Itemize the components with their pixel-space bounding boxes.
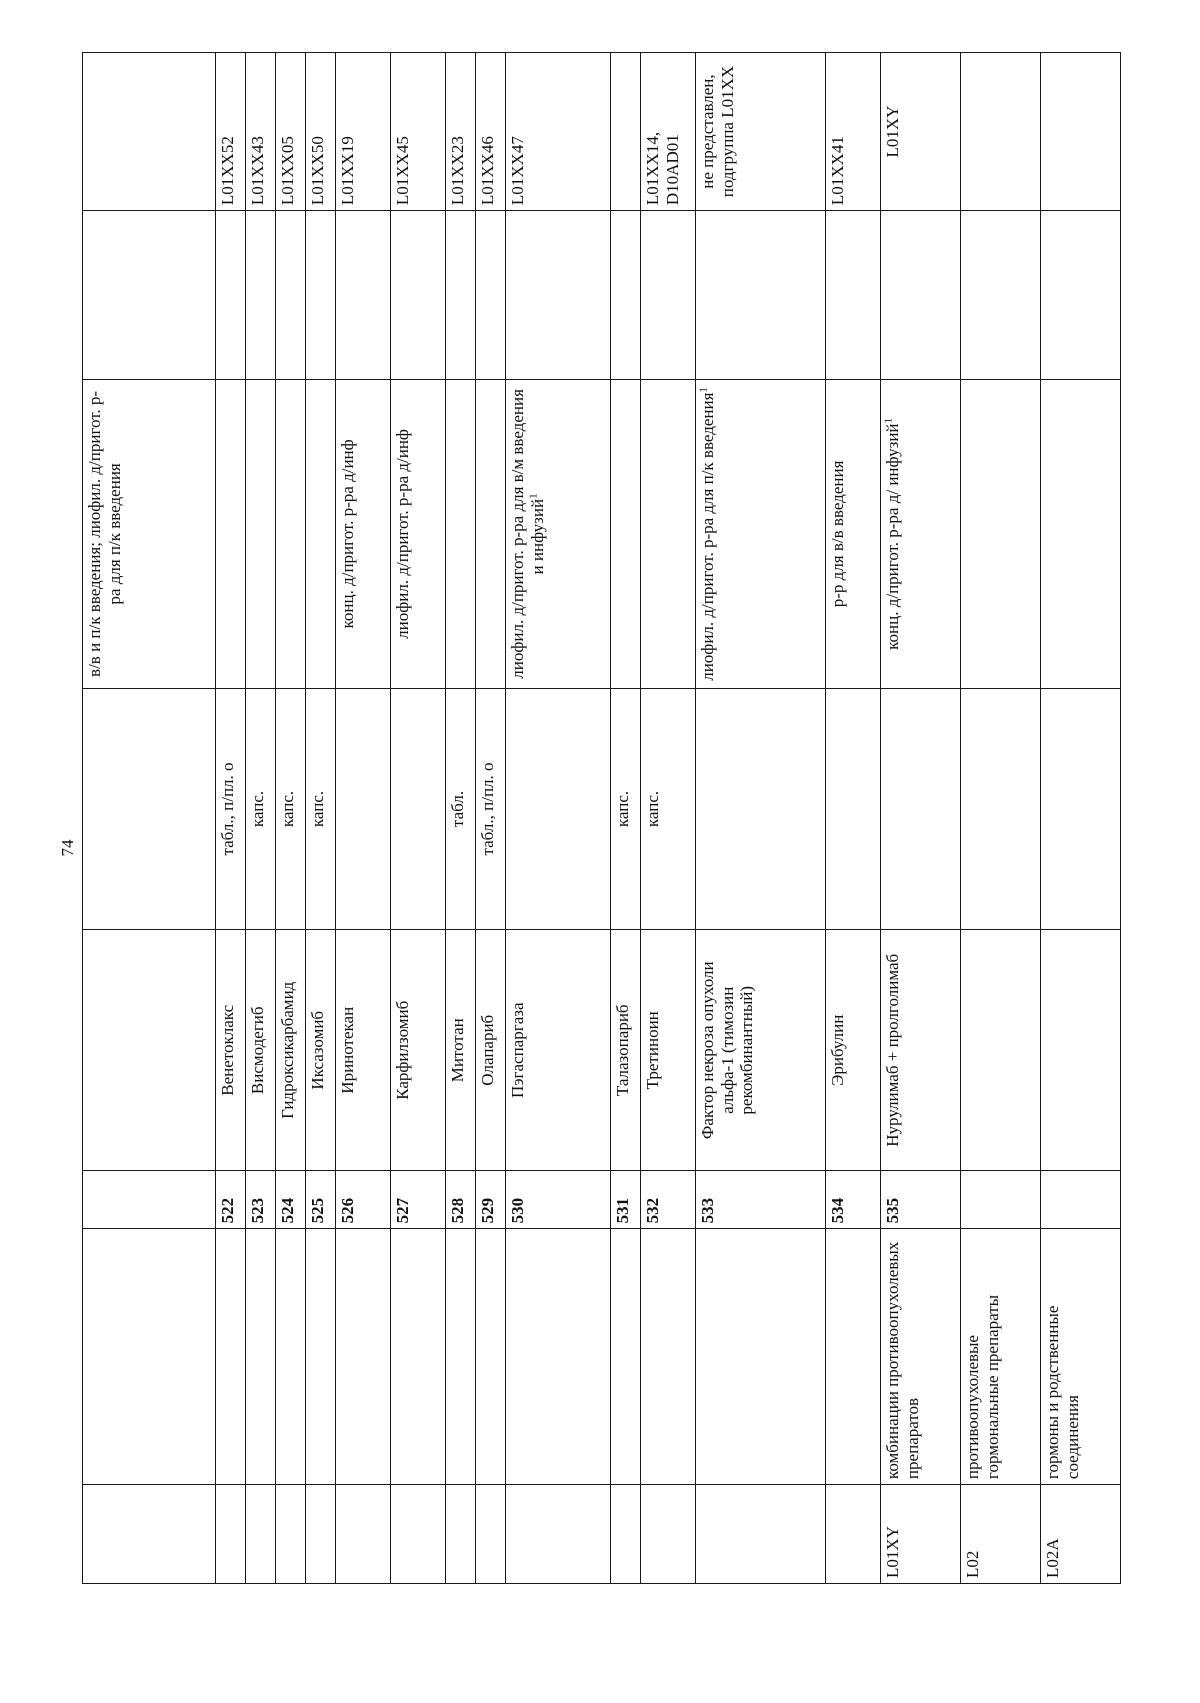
oral-form <box>506 688 611 929</box>
other-form <box>276 211 306 380</box>
other-form <box>826 211 881 380</box>
oral-form: табл., п/пл. о <box>476 688 506 929</box>
row-number <box>1041 1171 1121 1229</box>
other-form <box>336 211 391 380</box>
atc-code: L01XX14, D10AD01 <box>641 53 696 211</box>
other-form <box>446 211 476 380</box>
parenteral-form <box>641 380 696 689</box>
atc-group-code: L02A <box>1041 1485 1121 1584</box>
other-form <box>216 211 246 380</box>
table-row <box>336 53 391 1584</box>
atc-code: L01XX50 <box>306 53 336 211</box>
table-row <box>476 53 506 1584</box>
atc-code: L01XX43 <box>246 53 276 211</box>
row-number: 527 <box>391 1171 446 1229</box>
other-form <box>961 211 1041 380</box>
atc-code: L01XX23 <box>446 53 476 211</box>
oral-form-cell <box>83 688 216 929</box>
parenteral-form <box>696 380 826 689</box>
row-number <box>961 1171 1041 1229</box>
table-row <box>611 53 641 1584</box>
oral-form: капс. <box>246 688 276 929</box>
drug-list-table <box>82 52 1121 1584</box>
drug-name: Карфилзомиб <box>391 930 446 1171</box>
row-number: 528 <box>446 1171 476 1229</box>
drug-name: Олапариб <box>476 930 506 1171</box>
oral-form: капс. <box>611 688 641 929</box>
atc-group-name: противоопухолевые гормональные препараты <box>961 1229 1041 1485</box>
atc-code: L01XY <box>881 53 961 211</box>
parenteral-form <box>476 380 506 689</box>
other-form <box>246 211 276 380</box>
oral-form: капс. <box>276 688 306 929</box>
page-number: 74 <box>58 839 77 857</box>
other-form <box>611 211 641 380</box>
row-number: 524 <box>276 1171 306 1229</box>
row-number: 533 <box>696 1171 826 1229</box>
atc-code: L01XX47 <box>506 53 611 211</box>
table-row <box>391 53 446 1584</box>
parenteral-form-text: конц. д/пригот. р-ра д/ инфузий <box>883 423 902 650</box>
table-row <box>696 53 826 1584</box>
atc-code <box>611 53 641 211</box>
atc-code: L01XX19 <box>336 53 391 211</box>
oral-form: табл. <box>446 688 476 929</box>
group-name-cell <box>83 1229 216 1485</box>
row-number: 535 <box>881 1171 961 1229</box>
oral-form <box>391 688 446 929</box>
other-form-cell <box>83 211 216 380</box>
table-row <box>306 53 336 1584</box>
other-form <box>306 211 336 380</box>
drug-name <box>961 930 1041 1171</box>
atc-code: L01XX46 <box>476 53 506 211</box>
parenteral-form <box>1041 380 1121 689</box>
row-number: 522 <box>216 1171 246 1229</box>
parenteral-form <box>306 380 336 689</box>
table-row <box>83 53 216 1584</box>
row-number: 532 <box>641 1171 696 1229</box>
drug-name: Висмодегиб <box>246 930 276 1171</box>
drug-name: Эрибулин <box>826 930 881 1171</box>
oral-form <box>1041 688 1121 929</box>
drug-name: Третиноин <box>641 930 696 1171</box>
oral-form: капс. <box>641 688 696 929</box>
drug-name: Талазопариб <box>611 930 641 1171</box>
rotated-page-content <box>82 52 1167 1584</box>
parenteral-form <box>276 380 306 689</box>
table-row <box>246 53 276 1584</box>
atc-code <box>1041 53 1121 211</box>
oral-form <box>881 688 961 929</box>
parenteral-form <box>506 380 611 689</box>
parenteral-form <box>881 380 961 689</box>
drug-name: Фактор некроза опухоли альфа-1 (тимозин рекомбинантный) <box>696 930 826 1171</box>
drug-name: Митотан <box>446 930 476 1171</box>
oral-form: табл., п/пл. о <box>216 688 246 929</box>
atc-code-cell <box>83 53 216 211</box>
parenteral-form: лиофил. д/пригот. р-ра д/инф <box>391 380 446 689</box>
parenteral-form-cell: в/в и п/к введения; лиофил. д/пригот. р-ра для п/к введения <box>83 380 216 689</box>
oral-form: капс. <box>306 688 336 929</box>
table-row <box>216 53 246 1584</box>
row-number-cell <box>83 1171 216 1229</box>
drug-name <box>1041 930 1121 1171</box>
parenteral-form <box>246 380 276 689</box>
parenteral-form <box>216 380 246 689</box>
row-number: 526 <box>336 1171 391 1229</box>
atc-group-name: комбинации противоопухолевых препаратов <box>881 1229 961 1485</box>
parenteral-form-text: лиофил. д/пригот. р-ра для в/м введения и инфузий <box>508 389 547 679</box>
other-form <box>641 211 696 380</box>
oral-form <box>336 688 391 929</box>
row-number: 529 <box>476 1171 506 1229</box>
atc-code: не представлен, подгруппа L01XX <box>696 53 826 211</box>
atc-group-code: L02 <box>961 1485 1041 1584</box>
footnote-marker: 1 <box>882 417 895 424</box>
table-row <box>881 53 961 1584</box>
drug-name: Венетоклакс <box>216 930 246 1171</box>
row-number: 531 <box>611 1171 641 1229</box>
parenteral-form: р-р для в/в введения <box>826 380 881 689</box>
table-row <box>276 53 306 1584</box>
atc-code <box>961 53 1041 211</box>
footnote-marker: 1 <box>697 387 710 393</box>
row-number: 523 <box>246 1171 276 1229</box>
atc-code: L01XX05 <box>276 53 306 211</box>
atc-group-name: гормоны и родственные соединения <box>1041 1229 1121 1485</box>
parenteral-form <box>446 380 476 689</box>
other-form <box>881 211 961 380</box>
other-form <box>696 211 826 380</box>
table-row <box>961 53 1041 1584</box>
parenteral-form-text: лиофил. д/пригот. р-ра для п/к введения <box>698 392 717 681</box>
drug-name-cell <box>83 930 216 1171</box>
row-number: 525 <box>306 1171 336 1229</box>
drug-name: Иринотекан <box>336 930 391 1171</box>
other-form <box>476 211 506 380</box>
other-form <box>1041 211 1121 380</box>
row-number: 530 <box>506 1171 611 1229</box>
drug-name: Пэгаспаргаза <box>506 930 611 1171</box>
oral-form <box>961 688 1041 929</box>
footnote-marker: 1 <box>527 493 540 499</box>
other-form <box>391 211 446 380</box>
row-number: 534 <box>826 1171 881 1229</box>
table-row <box>506 53 611 1584</box>
atc-group-code: L01XY <box>881 1485 961 1584</box>
drug-name: Нурулимаб + пролголимаб <box>881 930 961 1171</box>
parenteral-form <box>961 380 1041 689</box>
oral-form <box>696 688 826 929</box>
table-row <box>826 53 881 1584</box>
atc-code-cell <box>83 1485 216 1584</box>
parenteral-form: конц. д/пригот. р-ра д/инф <box>336 380 391 689</box>
atc-code: L01XX52 <box>216 53 246 211</box>
atc-code: L01XX45 <box>391 53 446 211</box>
table-row <box>446 53 476 1584</box>
drug-name: Иксазомиб <box>306 930 336 1171</box>
table-row <box>1041 53 1121 1584</box>
parenteral-form <box>611 380 641 689</box>
other-form <box>506 211 611 380</box>
oral-form <box>826 688 881 929</box>
atc-code: L01XX41 <box>826 53 881 211</box>
drug-name: Гидроксикарбамид <box>276 930 306 1171</box>
table-row <box>641 53 696 1584</box>
